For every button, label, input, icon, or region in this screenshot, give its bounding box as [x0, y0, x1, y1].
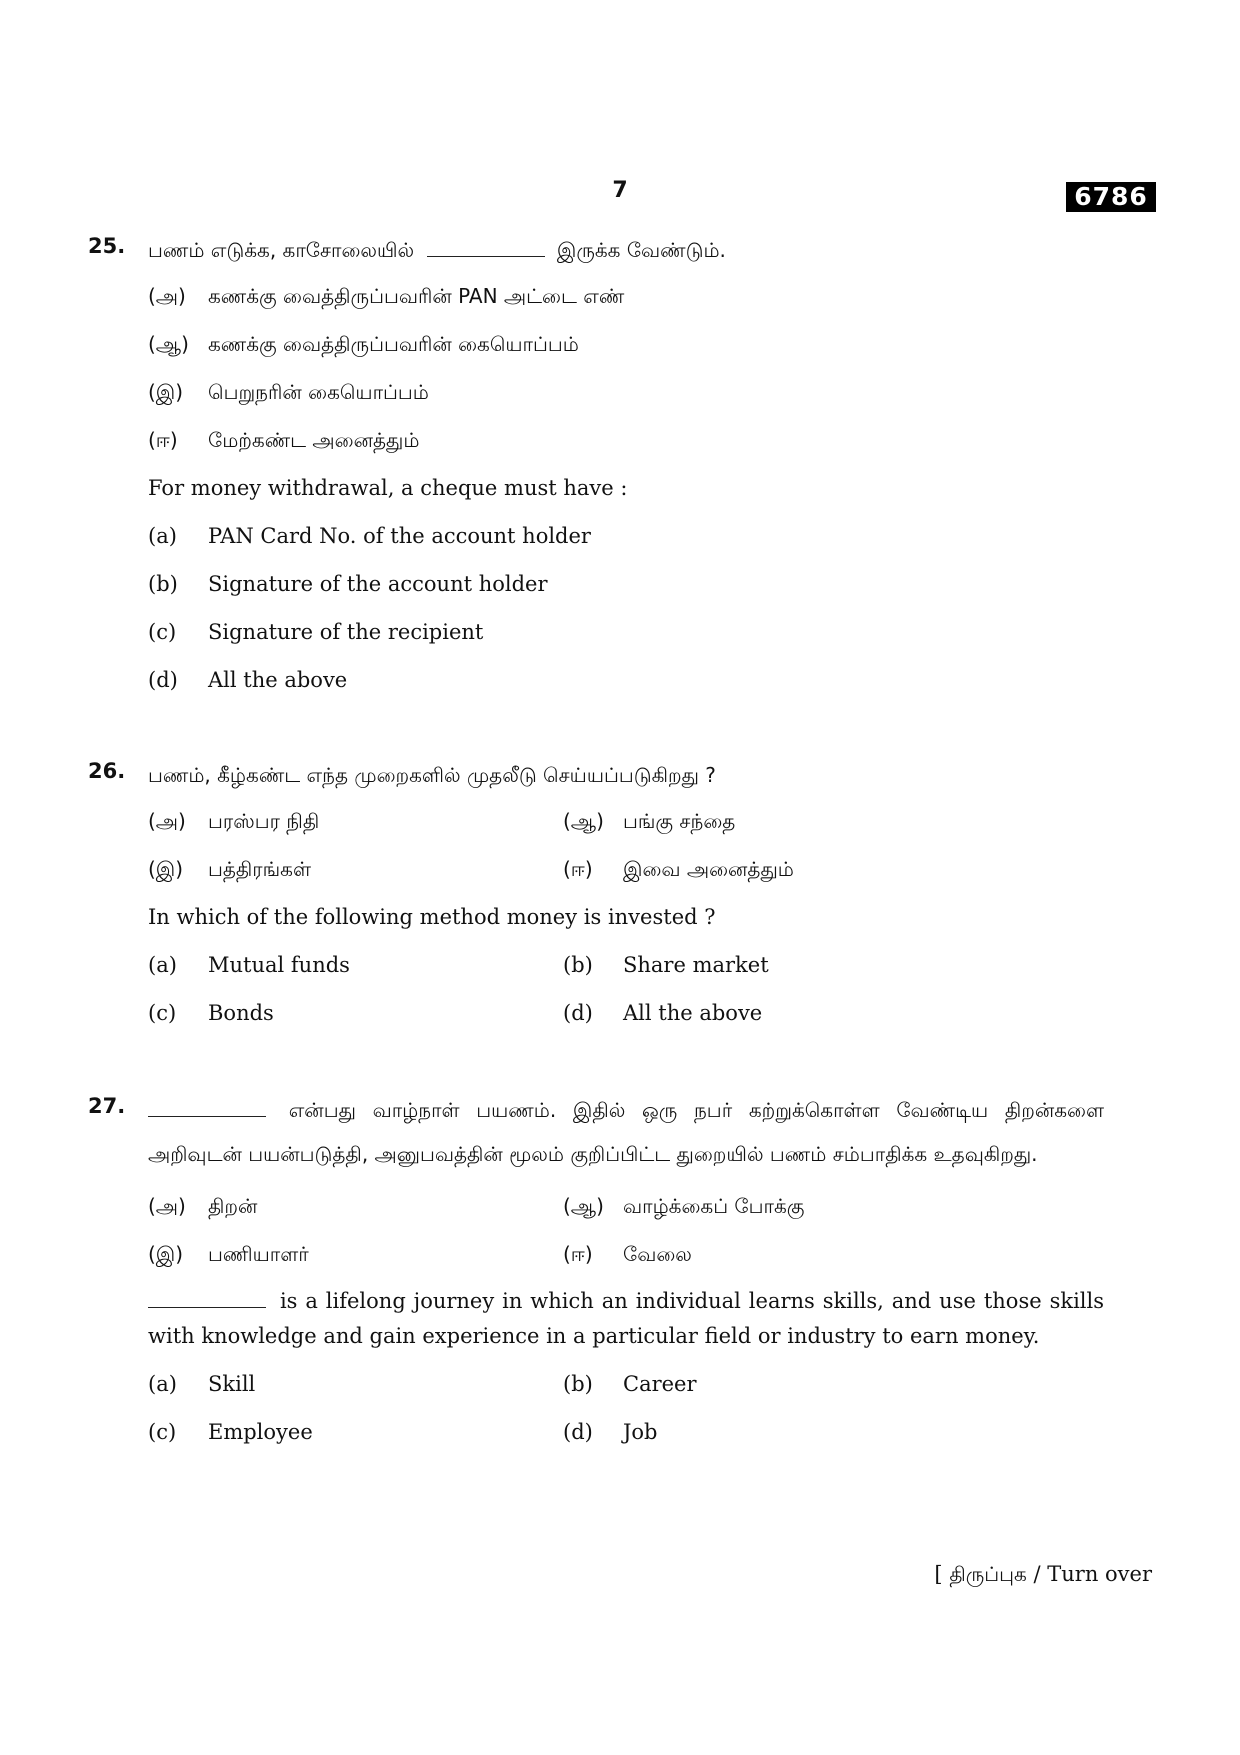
- option-letter: (அ): [148, 284, 186, 308]
- option: [148, 1408, 563, 1456]
- option-text: Employee: [208, 1420, 313, 1444]
- question-text-tamil: [148, 228, 1104, 272]
- option: [148, 1230, 563, 1278]
- option: [148, 845, 563, 893]
- question-27: [88, 1088, 1104, 1456]
- option-text: Signature of the account holder: [208, 572, 548, 596]
- option-text: பங்கு சந்தை: [623, 809, 736, 833]
- option-letter: (இ): [148, 380, 184, 404]
- answer-blank: [148, 1098, 266, 1117]
- option-letter: (b): [563, 1372, 593, 1396]
- option-letter: (c): [148, 620, 177, 644]
- option-letter: (a): [148, 524, 177, 548]
- option-text: பணியாளர்: [208, 1242, 309, 1266]
- question-number: 26.: [88, 759, 126, 783]
- option-letter: (a): [148, 953, 177, 977]
- question-prefix: பணம் எடுக்க, காசோலையில்: [148, 238, 415, 262]
- options-tamil: [148, 272, 1104, 464]
- question-number: 27.: [88, 1094, 126, 1118]
- option-letter: (ஆ): [148, 332, 189, 356]
- turn-over-tamil: திருப்புக: [949, 1562, 1027, 1586]
- option: [148, 560, 1104, 608]
- option: [148, 608, 1104, 656]
- option-letter: (ஈ): [563, 857, 593, 881]
- option-text: இவை அனைத்தும்: [623, 857, 794, 881]
- option-text: கணக்கு வைத்திருப்பவரின் கையொப்பம்: [208, 332, 579, 356]
- option-text: திறன்: [208, 1194, 258, 1218]
- turn-over-bracket: [: [934, 1562, 943, 1586]
- options-english: [148, 941, 1104, 1037]
- option: [563, 845, 978, 893]
- question-text-english: In which of the following method money is invested ?: [148, 905, 716, 929]
- question-text-tamil: [148, 1088, 1104, 1176]
- option: [563, 989, 978, 1037]
- option-text: வேலை: [623, 1242, 692, 1266]
- option-letter: (ஆ): [563, 1194, 604, 1218]
- option-text: பத்திரங்கள்: [208, 857, 311, 881]
- options-english: [148, 1360, 1104, 1456]
- turn-over-separator: /: [1033, 1562, 1041, 1586]
- option: [148, 797, 563, 845]
- option: [563, 1182, 978, 1230]
- turn-over-note: [934, 1562, 1152, 1589]
- paper-code-badge: 6786: [1066, 182, 1156, 212]
- option-text: Skill: [208, 1372, 256, 1396]
- option-text: Signature of the recipient: [208, 620, 484, 644]
- options-tamil: [148, 797, 1104, 893]
- option: [148, 416, 1104, 464]
- option: [563, 1408, 978, 1456]
- option-text: Bonds: [208, 1001, 274, 1025]
- option-text: பெறுநரின் கையொப்பம்: [208, 380, 429, 404]
- option-letter: (a): [148, 1372, 177, 1396]
- option-text: All the above: [623, 1001, 763, 1025]
- option-letter: (அ): [148, 809, 186, 833]
- option: [563, 797, 978, 845]
- option-text: Career: [623, 1372, 697, 1396]
- question-suffix: is a lifelong journey in which an individual learns skills, and use those skills with knowledge and gain experience in a particular field or industry to earn money.: [148, 1289, 1104, 1348]
- option-letter: (c): [148, 1001, 177, 1025]
- option: [148, 1182, 563, 1230]
- option-text: பரஸ்பர நிதி: [208, 809, 320, 833]
- question-suffix: என்பது வாழ்நாள் பயணம். இதில் ஒரு நபர் கற்றுக்கொள்ள வேண்டிய திறன்களை அறிவுடன் பயன்படுத்தி, அனுபவத்தின் மூலம் குறிப்பிட்ட துறையில் பணம் சம்பாதிக்க உதவுகிறது.: [148, 1098, 1105, 1166]
- question-number: 25.: [88, 234, 126, 258]
- option-text: Share market: [623, 953, 769, 977]
- answer-blank: [148, 1289, 266, 1308]
- option: [563, 941, 978, 989]
- option-letter: (d): [563, 1001, 593, 1025]
- option-text: வாழ்க்கைப் போக்கு: [623, 1194, 805, 1218]
- option-letter: (c): [148, 1420, 177, 1444]
- question-25: [88, 228, 1104, 704]
- option-text: PAN Card No. of the account holder: [208, 524, 591, 548]
- question-suffix: இருக்க வேண்டும்.: [556, 238, 726, 262]
- option-text: கணக்கு வைத்திருப்பவரின் PAN அட்டை எண்: [208, 284, 625, 308]
- option: [148, 989, 563, 1037]
- question-text-tamil: பணம், கீழ்கண்ட எந்த முறைகளில் முதலீடு செய்யப்படுகிறது ?: [148, 763, 716, 787]
- option-letter: (d): [148, 668, 178, 692]
- option: [563, 1230, 978, 1278]
- option: [148, 320, 1104, 368]
- option-letter: (ஆ): [563, 809, 604, 833]
- option: [148, 512, 1104, 560]
- option-letter: (இ): [148, 857, 184, 881]
- option-letter: (b): [148, 572, 178, 596]
- question-26: [88, 753, 1104, 1037]
- option: [563, 1360, 978, 1408]
- answer-blank: [427, 238, 545, 257]
- option-text: Mutual funds: [208, 953, 350, 977]
- option: [148, 368, 1104, 416]
- page-number: 7: [612, 178, 628, 203]
- option-letter: (b): [563, 953, 593, 977]
- turn-over-english: Turn over: [1047, 1562, 1152, 1586]
- option-text: மேற்கண்ட அனைத்தும்: [208, 428, 420, 452]
- option: [148, 272, 1104, 320]
- options-tamil: [148, 1182, 1104, 1278]
- question-text-english: [148, 1284, 1104, 1354]
- option-text: All the above: [208, 668, 348, 692]
- option-letter: (இ): [148, 1242, 184, 1266]
- question-text-english: For money withdrawal, a cheque must have :: [148, 476, 628, 500]
- option-letter: (ஈ): [563, 1242, 593, 1266]
- option: [148, 1360, 563, 1408]
- option: [148, 656, 1104, 704]
- options-english: [148, 512, 1104, 704]
- option-letter: (ஈ): [148, 428, 178, 452]
- option-text: Job: [623, 1420, 658, 1444]
- option-letter: (அ): [148, 1194, 186, 1218]
- option-letter: (d): [563, 1420, 593, 1444]
- option: [148, 941, 563, 989]
